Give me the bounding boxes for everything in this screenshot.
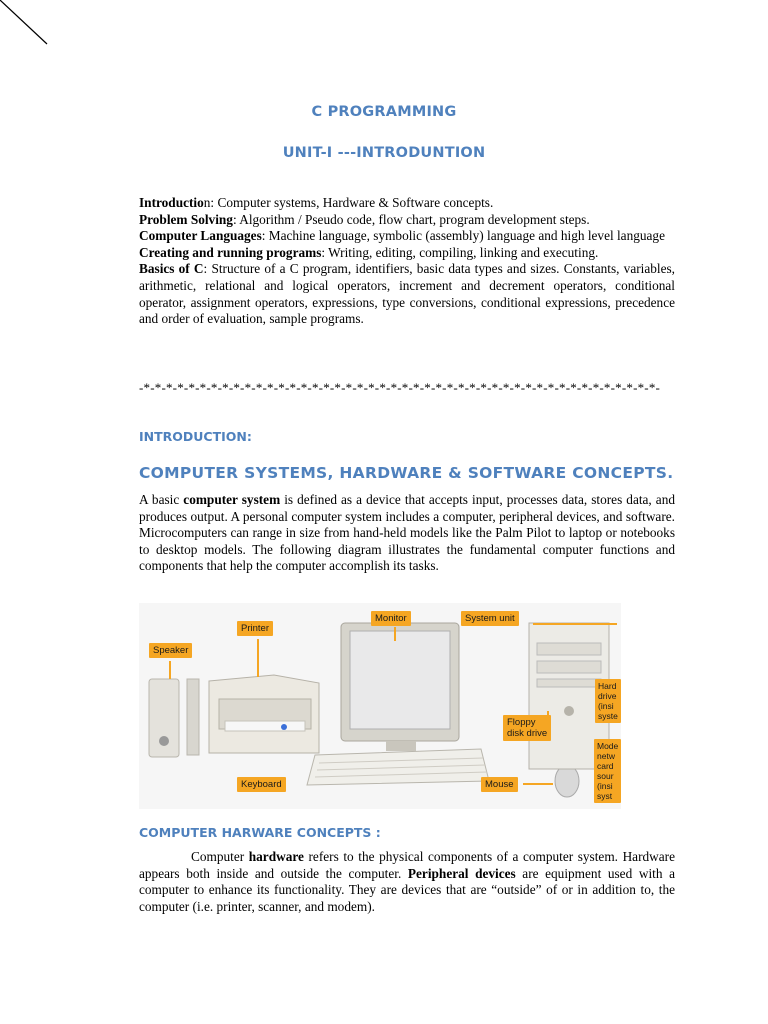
speaker-label: Speaker xyxy=(149,643,192,658)
mouse-pointer xyxy=(523,783,553,785)
diagram-illustration xyxy=(139,603,621,809)
syllabus-computer-languages: Computer Languages: Machine language, symbolic (assembly) language and high level language xyxy=(139,228,665,244)
floppy-label: Floppy disk drive xyxy=(503,715,551,741)
modem-label: Mode netw card sour (insi syst xyxy=(594,739,621,803)
mouse-label: Mouse xyxy=(481,777,518,792)
separator-line: -*-*-*-*-*-*-*-*-*-*-*-*-*-*-*-*-*-*-*-*-*-*-*-*-*-*-*-*-*-*-*-*-*-*-*-*-*-*-*-*-*-*-*-*-*-*- xyxy=(139,380,661,395)
hardware-paragraph: Computer hardware refers to the physical components of a computer system. Hardware appears both inside and outside the computer. Peripheral devices are equipment used with a computer to enhance its functionality. They are devices that are “outside” of or in addition to, the computer (i.e. printer, scanner, and modem). xyxy=(139,849,675,914)
unit-title: UNIT-I ---INTRODUNTION xyxy=(282,145,486,161)
hard-drive-label: Hard drive (insi syste xyxy=(595,679,621,723)
computer-system-paragraph: A basic computer system is defined as a device that accepts input, processes data, stores data, and produces output. A personal computer system includes a computer, peripheral devices, and software. Microcomputers can range in size from hand-held models like the Palm Pilot to laptop or notebooks to desktop models. The following diagram illustrates the fundamental computer functions and components that help the computer accomplish its tasks. xyxy=(139,492,676,574)
speaker-pointer xyxy=(169,661,171,679)
corner-fold-mark xyxy=(0,0,60,60)
system-unit-pointer xyxy=(533,623,617,625)
monitor-label: Monitor xyxy=(371,611,411,626)
concepts-heading: COMPUTER SYSTEMS, HARDWARE & SOFTWARE CONCEPTS. xyxy=(139,464,674,482)
syllabus-creating-running: Creating and running programs: Writing, editing, compiling, linking and executing. xyxy=(139,244,599,260)
syllabus xyxy=(139,195,675,328)
printer-pointer xyxy=(257,639,259,677)
document-title: C PROGRAMMING xyxy=(311,104,457,120)
system-unit-label: System unit xyxy=(461,611,519,626)
printer-label: Printer xyxy=(237,621,273,636)
syllabus-basics-of-c: Basics of C: Structure of a C program, identifiers, basic data types and sizes. Constants, variables, arithmetic, relational and logical operators, increment and decrement operators, conditional operator, assignment operators, expressions, type conversions, conditional expressions, precedence and order of evaluation, sample programs. xyxy=(139,261,675,327)
keyboard-label: Keyboard xyxy=(237,777,286,792)
syllabus-problem-solving: Problem Solving: Algorithm / Pseudo code, flow chart, program development steps. xyxy=(139,211,590,227)
computer-components-diagram xyxy=(139,603,621,809)
hardware-concepts-heading: COMPUTER HARWARE CONCEPTS : xyxy=(139,825,381,840)
monitor-pointer xyxy=(394,627,396,641)
introduction-heading: INTRODUCTION: xyxy=(139,429,252,444)
syllabus-introduction: Introduction: Computer systems, Hardware & Software concepts. xyxy=(139,195,494,210)
